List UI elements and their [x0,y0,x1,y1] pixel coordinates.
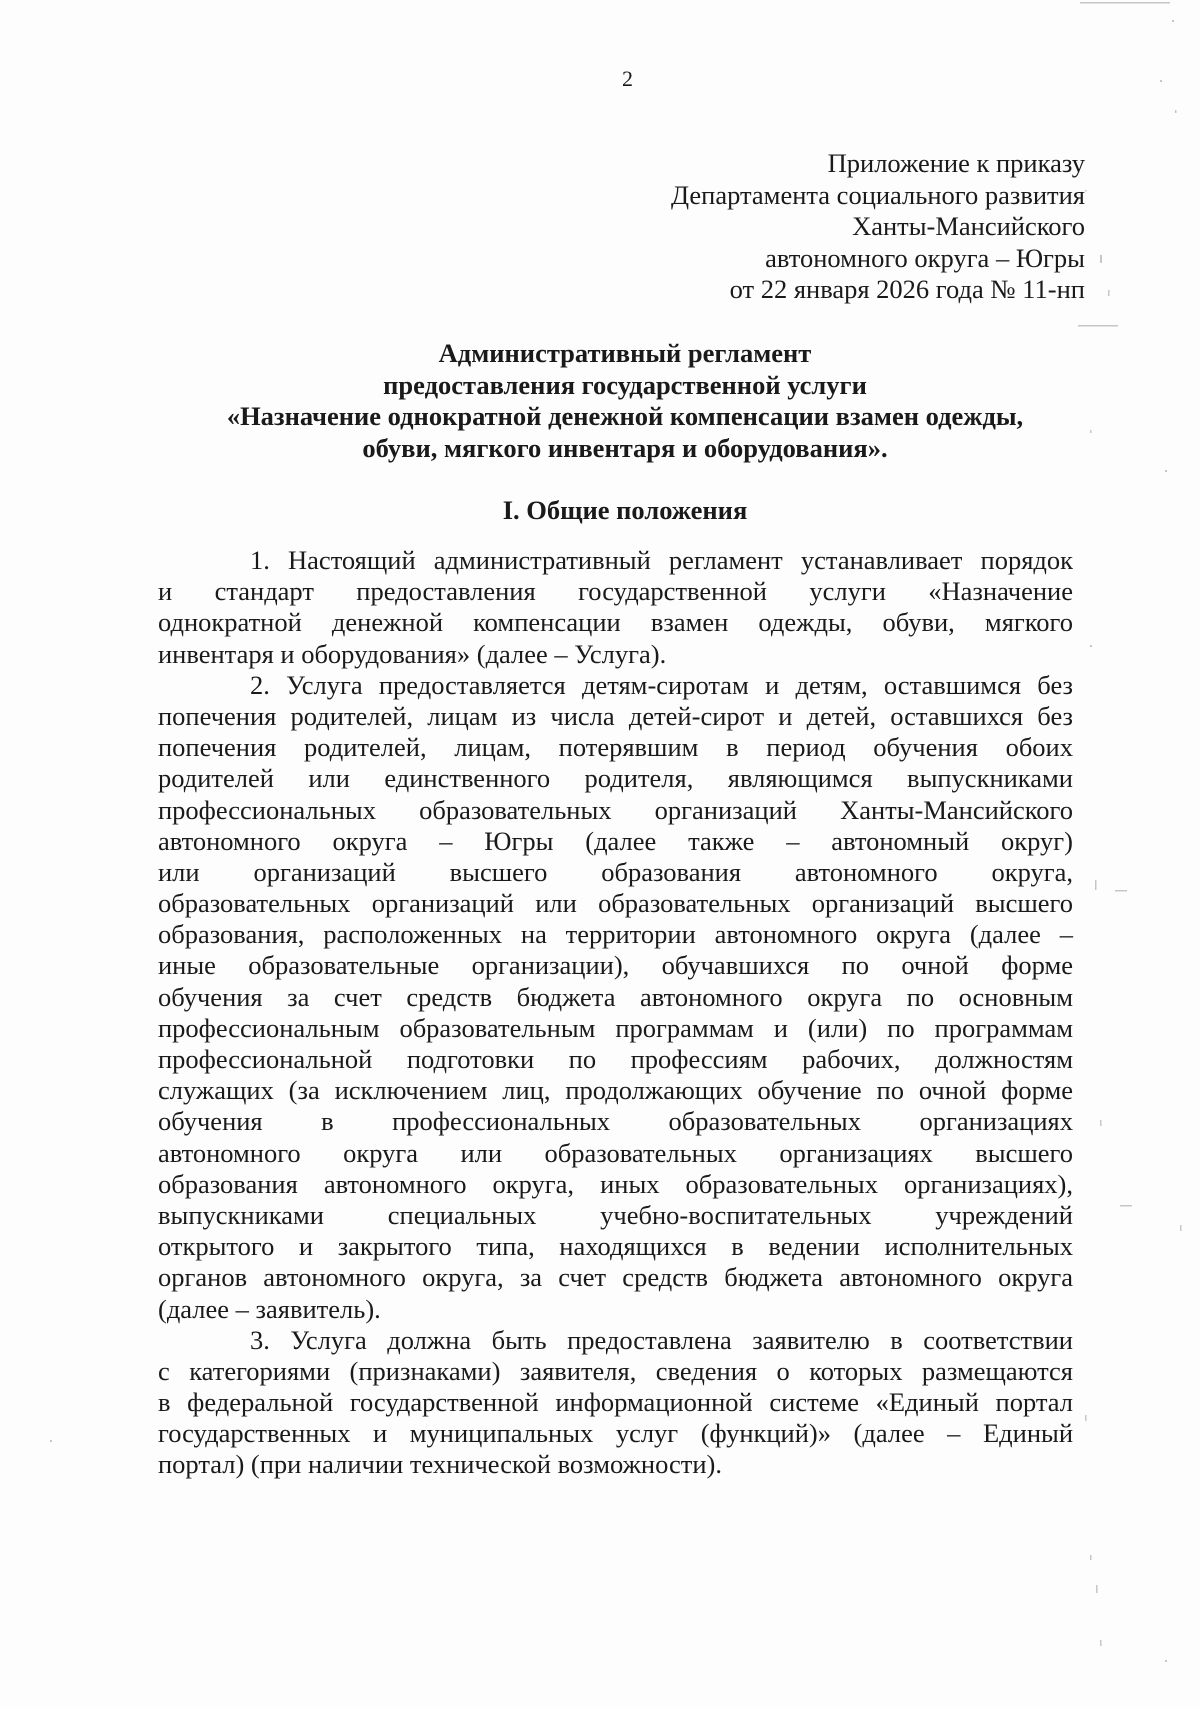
appendix-line: Приложение к приказу [827,148,1085,178]
section-heading: I. Общие положения [502,495,748,525]
document-body [158,545,1073,1481]
paragraph-1 [158,545,1073,670]
paragraph-line: государственных и муниципальных услуг (функций)» (далее – Единый [158,1418,1073,1449]
paragraph-3 [158,1325,1073,1481]
paragraph-line: однократной денежной компенсации взамен одежды, обуви, мягкого [158,607,1073,638]
paragraph-line: или организаций высшего образования автономного округа, [158,856,1073,887]
paragraph-line: и стандарт предоставления государственной услуги «Назначение [158,576,1073,607]
appendix-note [525,148,1085,306]
paragraph-line: с категориями (признаками) заявителя, сведения о которых размещаются [158,1355,1073,1386]
paragraph-line: автономного округа – Югры (далее также – автономный округ) [158,825,1073,856]
title-line: предоставления государственной услуги [383,369,867,400]
paragraph-2 [158,670,1073,1325]
paragraph-line: выпускниками специальных учебно-воспитательных учреждений [158,1199,1073,1230]
paragraph-line: профессиональной подготовки по профессиям рабочих, должностям [158,1044,1073,1074]
title-line: «Назначение однократной денежной компенсации взамен одежды, [226,401,1024,431]
document-title [160,338,1090,464]
paragraph-line: (далее – заявитель). [158,1293,381,1324]
paragraph-line: профессиональных образовательных организаций Ханты-Мансийского [158,794,1073,825]
appendix-line: Ханты-Мансийского [852,211,1085,241]
appendix-line: автономного округа – Югры [765,242,1085,273]
paragraph-line: обучения за счет средств бюджета автономного округа по основным [158,981,1073,1012]
paragraph-line: инвентаря и оборудования» (далее – Услуга). [158,638,667,669]
paragraph-line: профессиональным образовательным программам и (или) по программам [158,1012,1073,1043]
paragraph-line: 2. Услуга предоставляется детям-сиротам и детям, оставшимся без [250,669,1073,700]
paragraph-line: обучения в профессиональных образовательных организациях [158,1106,1073,1137]
paragraph-line: иные образовательные организации), обучавшихся по очной форме [158,950,1073,981]
paragraph-line: 1. Настоящий административный регламент устанавливает порядок [250,545,1073,575]
paragraph-line: образования автономного округа, иных образовательных организациях), [158,1168,1073,1199]
paragraph-line: служащих (за исключением лиц, продолжающих обучение по очной форме [158,1075,1073,1106]
paragraph-line: портал) (при наличии технической возможности). [158,1449,722,1480]
title-line: обуви, мягкого инвентаря и оборудования». [362,432,888,463]
paragraph-line: автономного округа или образовательных организациях высшего [158,1137,1073,1168]
paragraph-line: образовательных организаций или образовательных организаций высшего [158,888,1073,919]
paragraph-line: попечения родителей, лицам из числа детей-сирот и детей, оставшихся без [158,700,1073,731]
page-number: 2 [622,66,633,91]
paragraph-line: образования, расположенных на территории автономного округа (далее – [158,919,1073,950]
paragraph-line: в федеральной государственной информационной системе «Единый портал [158,1387,1073,1418]
paragraph-line: открытого и закрытого типа, находящихся в ведении исполнительных [158,1231,1073,1262]
paragraph-line: органов автономного округа, за счет средств бюджета автономного округа [158,1262,1073,1293]
appendix-line: от 22 января 2026 года № 11-нп [729,274,1085,304]
paragraph-line: попечения родителей, лицам, потерявшим в период обучения обоих [158,732,1073,763]
paragraph-line: родителей или единственного родителя, являющимся выпускниками [158,763,1073,794]
appendix-line: Департамента социального развития [671,179,1085,210]
paragraph-line: 3. Услуга должна быть предоставлена заявителю в соответствии [250,1324,1073,1355]
title-line: Административный регламент [438,338,812,368]
